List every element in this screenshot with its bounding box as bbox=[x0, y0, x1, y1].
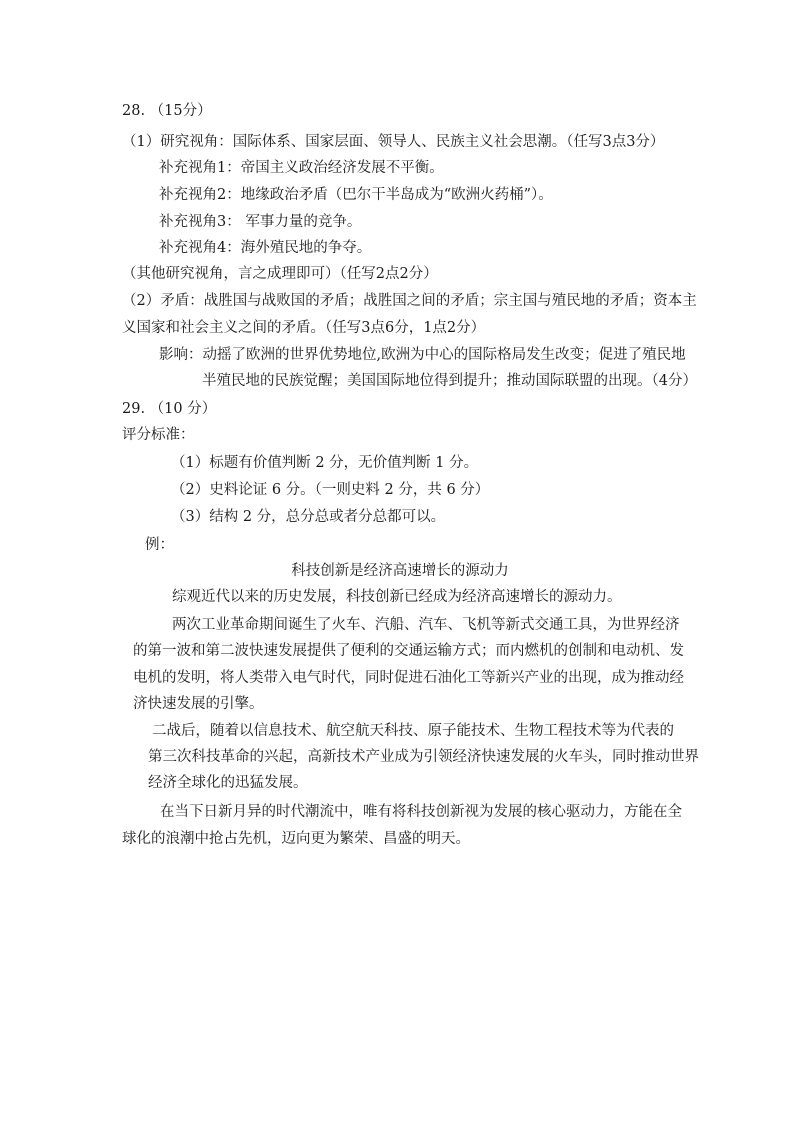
q29-criterion-2: （2）史料论证 6 分。（一则史料 2 分，共 6 分） bbox=[171, 482, 490, 498]
q28-part1: （1）研究视角：国际体系、国家层面、领导人、民族主义社会思潮。（任写3点3分） bbox=[122, 134, 665, 150]
essay-para3-line3: 经济全球化的迅猛发展。 bbox=[148, 775, 308, 791]
q29-criteria-label: 评分标准： bbox=[122, 427, 195, 443]
q28-header: 28. （15分） bbox=[122, 103, 212, 119]
essay-para4-line1: 在当下日新月异的时代潮流中，唯有将科技创新视为发展的核心驱动力，方能在全 bbox=[160, 804, 682, 820]
q29-header: 29. （10 分） bbox=[122, 401, 217, 417]
essay-para1: 综观近代以来的历史发展，科技创新已经成为经济高速增长的源动力。 bbox=[172, 589, 622, 605]
essay-para4-line2: 球化的浪潮中抢占先机，迈向更为繁荣、昌盛的明天。 bbox=[122, 831, 470, 847]
q28-impact-line1: 影响：动摇了欧洲的世界优势地位,欧洲为中心的国际格局发生改变；促进了殖民地 bbox=[159, 347, 686, 363]
q28-supplement-2: 补充视角2：地缘政治矛盾（巴尔干半岛成为“欧洲火药桶”）。 bbox=[159, 187, 553, 203]
essay-para2-line3: 电机的发明，将人类带入电气时代，同时促进石油化工等新兴产业的出现，成为推动经 bbox=[133, 670, 684, 686]
q29-criterion-1: （1）标题有价值判断 2 分，无价值判断 1 分。 bbox=[171, 455, 479, 471]
q28-supplement-4: 补充视角4：海外殖民地的争夺。 bbox=[159, 240, 372, 256]
essay-title: 科技创新是经济高速增长的源动力 bbox=[291, 563, 509, 579]
q28-supplement-3: 补充视角3： 军事力量的竞争。 bbox=[159, 214, 362, 230]
q28-impact-line2: 半殖民地的民族觉醒；美国国际地位得到提升；推动国际联盟的出现。（4分） bbox=[202, 373, 697, 389]
q28-supplement-1: 补充视角1：帝国主义政治经济发展不平衡。 bbox=[159, 160, 444, 176]
essay-para2-line1: 两次工业革命期间诞生了火车、汽船、汽车、飞机等新式交通工具，为世界经济 bbox=[172, 617, 680, 633]
essay-para2-line4: 济快速发展的引擎。 bbox=[133, 696, 264, 712]
q28-part2-line2: 义国家和社会主义之间的矛盾。（任写3点6分，1点2分） bbox=[122, 320, 486, 336]
essay-para2-line2: 的第一波和第二波快速发展提供了便利的交通运输方式；而内燃机的创制和电动机、发 bbox=[133, 643, 684, 659]
q29-criterion-3: （3）结构 2 分，总分总或者分总都可以。 bbox=[171, 509, 446, 525]
q28-other-perspectives: （其他研究视角，言之成理即可）（任写2点2分） bbox=[122, 266, 438, 282]
essay-para3-line2: 第三次科技革命的兴起，高新技术产业成为引领经济快速发展的火车头，同时推动世界 bbox=[148, 749, 699, 765]
q28-part2-line1: （2）矛盾：战胜国与战败国的矛盾；战胜国之间的矛盾；宗主国与殖民地的矛盾；资本主 bbox=[122, 293, 697, 309]
essay-para3-line1: 二战后，随着以信息技术、航空航天科技、原子能技术、生物工程技术等为代表的 bbox=[152, 723, 674, 739]
q29-example-label: 例： bbox=[145, 537, 174, 553]
